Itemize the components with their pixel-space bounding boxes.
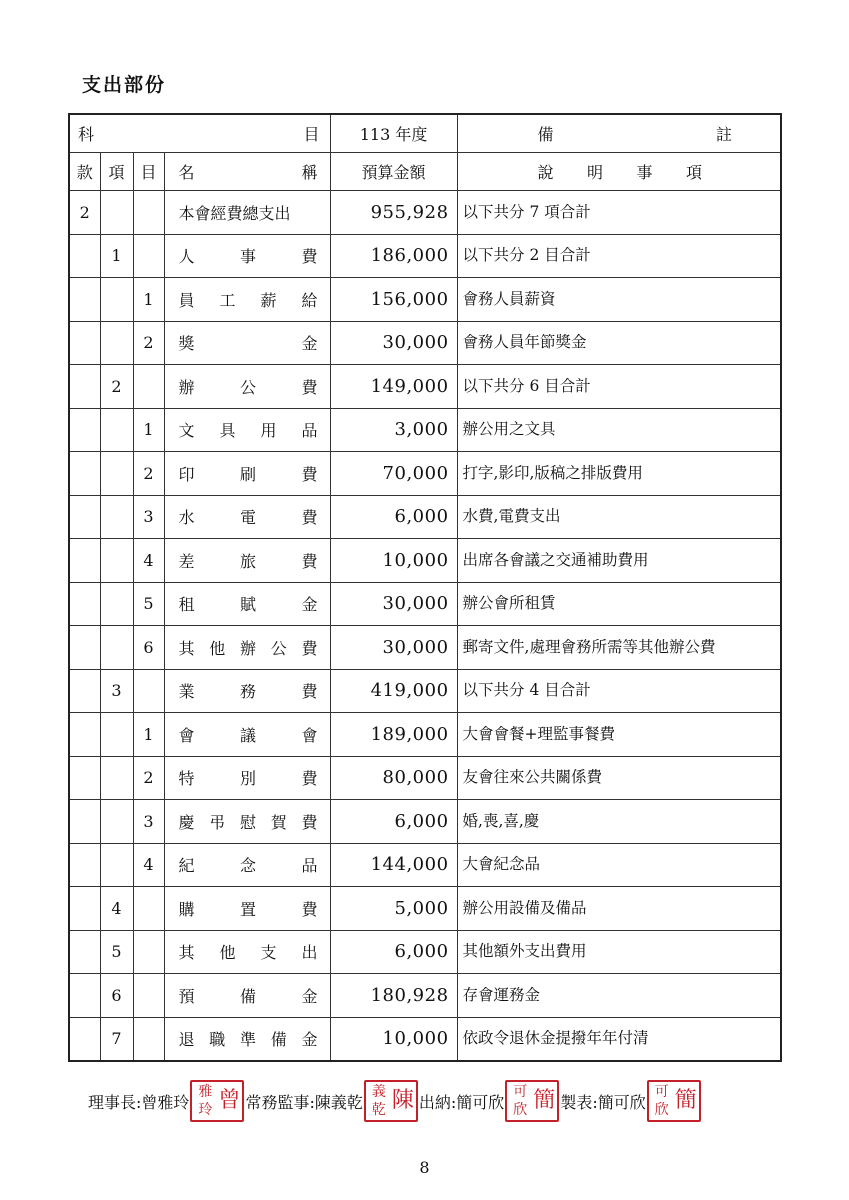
- mu-cell: 2: [133, 321, 164, 365]
- mu-cell: 6: [133, 626, 164, 670]
- table-row: [69, 408, 781, 452]
- kuan-cell: [69, 321, 100, 365]
- amount-cell: 30,000: [330, 626, 457, 670]
- name-cell: [164, 191, 330, 235]
- name-text: 獎 金: [178, 334, 318, 354]
- name-cell: [164, 713, 330, 757]
- name-cell: [164, 495, 330, 539]
- page-number: 8: [419, 1158, 430, 1177]
- kuan-cell: [69, 669, 100, 713]
- note-cell: 以下共分 6 目合計: [457, 365, 781, 409]
- header-ming: 名: [178, 163, 195, 182]
- header-note-desc: [457, 153, 781, 191]
- header-mu-top: 目: [303, 125, 320, 144]
- name-cell: [164, 234, 330, 278]
- table-row: [69, 756, 781, 800]
- header-name-cell: [164, 153, 330, 191]
- xiang-cell: 5: [100, 930, 133, 974]
- name-text: 本會經費總支出: [178, 203, 291, 223]
- name-text: 租 賦 金: [178, 595, 318, 615]
- name-cell: [164, 408, 330, 452]
- note-cell: 依政令退休金提撥年年付清: [457, 1017, 781, 1061]
- table-row: [69, 452, 781, 496]
- name-text: 差 旅 費: [178, 551, 318, 571]
- xiang-cell: 2: [100, 365, 133, 409]
- table-row: [69, 582, 781, 626]
- seal-char: 可: [513, 1084, 528, 1100]
- name-cell: [164, 800, 330, 844]
- note-cell: 辦公用設備及備品: [457, 887, 781, 931]
- note-cell: 會務人員年節獎金: [457, 321, 781, 365]
- xiang-cell: [100, 191, 133, 235]
- mu-cell: 2: [133, 452, 164, 496]
- amount-cell: 419,000: [330, 669, 457, 713]
- name-text: 退 職 準 備 金: [178, 1030, 318, 1050]
- chair-seal: [190, 1080, 244, 1122]
- kuan-cell: [69, 582, 100, 626]
- xiang-cell: [100, 321, 133, 365]
- amount-cell: 144,000: [330, 843, 457, 887]
- name-cell: [164, 278, 330, 322]
- seal-char: 欣: [654, 1101, 669, 1118]
- seal-char: 陳: [391, 1088, 414, 1113]
- mu-cell: [133, 234, 164, 278]
- note-cell: 辦公用之文具: [457, 408, 781, 452]
- xiang-cell: [100, 452, 133, 496]
- table-row: [69, 974, 781, 1018]
- note-cell: 辦公會所租賃: [457, 582, 781, 626]
- seal-char: 義: [371, 1084, 386, 1100]
- mu-cell: 1: [133, 408, 164, 452]
- amount-cell: 30,000: [330, 582, 457, 626]
- name-cell: [164, 582, 330, 626]
- name-text: 人 事 費: [178, 247, 318, 267]
- seal-char: 雅: [198, 1084, 213, 1100]
- name-text: 辦 公 費: [178, 377, 318, 397]
- amount-cell: 3,000: [330, 408, 457, 452]
- note-cell: 打字,影印,版稿之排版費用: [457, 452, 781, 496]
- xiang-cell: [100, 408, 133, 452]
- name-cell: [164, 669, 330, 713]
- kuan-cell: [69, 887, 100, 931]
- amount-cell: 149,000: [330, 365, 457, 409]
- xiang-cell: [100, 278, 133, 322]
- xiang-cell: [100, 626, 133, 670]
- name-cell: [164, 452, 330, 496]
- header-note-char: 項: [685, 163, 702, 182]
- note-cell: 水費,電費支出: [457, 495, 781, 539]
- xiang-cell: 1: [100, 234, 133, 278]
- amount-cell: 5,000: [330, 887, 457, 931]
- xiang-cell: [100, 800, 133, 844]
- mu-cell: 5: [133, 582, 164, 626]
- header-row-1: [69, 114, 781, 153]
- budget-rows: [69, 191, 781, 1062]
- seal-char: 欣: [513, 1101, 528, 1118]
- mu-cell: 4: [133, 539, 164, 583]
- kuan-cell: [69, 843, 100, 887]
- amount-cell: 186,000: [330, 234, 457, 278]
- table-row: [69, 234, 781, 278]
- table-row: [69, 278, 781, 322]
- note-cell: 會務人員薪資: [457, 278, 781, 322]
- name-cell: [164, 626, 330, 670]
- kuan-cell: [69, 234, 100, 278]
- mu-cell: [133, 1017, 164, 1061]
- budget-table: [68, 113, 782, 1062]
- note-cell: 其他額外支出費用: [457, 930, 781, 974]
- name-text: 員 工 薪 給: [178, 290, 318, 310]
- amount-cell: 6,000: [330, 800, 457, 844]
- seal-char: 簡: [533, 1088, 556, 1113]
- header-ke-cell: [69, 114, 330, 153]
- signature-footer: [88, 1080, 702, 1122]
- kuan-cell: [69, 452, 100, 496]
- kuan-cell: [69, 800, 100, 844]
- name-cell: [164, 365, 330, 409]
- amount-cell: 156,000: [330, 278, 457, 322]
- table-row: [69, 321, 781, 365]
- supervisor-label: 常務監事:陳義乾: [245, 1092, 363, 1112]
- amount-cell: 30,000: [330, 321, 457, 365]
- kuan-cell: [69, 278, 100, 322]
- kuan-cell: [69, 756, 100, 800]
- header-bei: 備: [537, 125, 554, 144]
- mu-cell: 3: [133, 495, 164, 539]
- mu-cell: [133, 930, 164, 974]
- mu-cell: [133, 974, 164, 1018]
- name-text: 印 刷 費: [178, 464, 318, 484]
- seal-char: 玲: [198, 1101, 213, 1118]
- name-cell: [164, 321, 330, 365]
- amount-cell: 6,000: [330, 495, 457, 539]
- name-text: 慶 弔 慰 賀 費: [178, 812, 318, 832]
- note-cell: 以下共分 4 目合計: [457, 669, 781, 713]
- xiang-cell: [100, 582, 133, 626]
- name-cell: [164, 539, 330, 583]
- seal-char: 曾: [218, 1088, 241, 1113]
- amount-cell: 180,928: [330, 974, 457, 1018]
- table-row: [69, 930, 781, 974]
- name-cell: [164, 974, 330, 1018]
- kuan-cell: [69, 713, 100, 757]
- xiang-cell: 6: [100, 974, 133, 1018]
- kuan-cell: [69, 974, 100, 1018]
- table-row: [69, 539, 781, 583]
- note-cell: 以下共分 2 目合計: [457, 234, 781, 278]
- note-cell: 出席各會議之交通補助費用: [457, 539, 781, 583]
- header-cheng: 稱: [301, 163, 318, 182]
- kuan-cell: [69, 365, 100, 409]
- name-text: 水 電 費: [178, 508, 318, 528]
- header-note-char: 明: [587, 163, 604, 182]
- xiang-cell: [100, 713, 133, 757]
- header-note-char: 事: [636, 163, 653, 182]
- header-mu: 目: [133, 153, 164, 191]
- cashier-label: 出納:簡可欣: [418, 1092, 505, 1112]
- preparer-seal: [647, 1080, 701, 1122]
- xiang-cell: [100, 495, 133, 539]
- note-cell: 以下共分 7 項合計: [457, 191, 781, 235]
- chair-label: 理事長:曾雅玲: [88, 1092, 190, 1112]
- note-cell: 大會會餐+理監事餐費: [457, 713, 781, 757]
- header-note-char: 說: [537, 163, 554, 182]
- mu-cell: [133, 887, 164, 931]
- table-row: [69, 495, 781, 539]
- name-text: 特 別 費: [178, 769, 318, 789]
- kuan-cell: 2: [69, 191, 100, 235]
- note-cell: 友會往來公共關係費: [457, 756, 781, 800]
- header-ke: 科: [78, 125, 95, 144]
- table-row: [69, 191, 781, 235]
- note-cell: 存會運務金: [457, 974, 781, 1018]
- section-title: 支出部份: [82, 74, 167, 96]
- mu-cell: 1: [133, 278, 164, 322]
- mu-cell: [133, 191, 164, 235]
- name-cell: [164, 930, 330, 974]
- header-row-2: [69, 153, 781, 191]
- supervisor-seal: [364, 1080, 418, 1122]
- table-row: [69, 800, 781, 844]
- name-cell: [164, 887, 330, 931]
- header-budget: 預算金額: [330, 153, 457, 191]
- note-cell: 婚,喪,喜,慶: [457, 800, 781, 844]
- amount-cell: 70,000: [330, 452, 457, 496]
- xiang-cell: [100, 843, 133, 887]
- table-row: [69, 713, 781, 757]
- amount-cell: 189,000: [330, 713, 457, 757]
- kuan-cell: [69, 408, 100, 452]
- name-text: 其 他 支 出: [178, 943, 318, 963]
- header-year: 113 年度: [330, 114, 457, 153]
- mu-cell: 2: [133, 756, 164, 800]
- amount-cell: 6,000: [330, 930, 457, 974]
- header-xiang: 項: [100, 153, 133, 191]
- amount-cell: 10,000: [330, 539, 457, 583]
- name-text: 紀 念 品: [178, 856, 318, 876]
- kuan-cell: [69, 539, 100, 583]
- xiang-cell: 4: [100, 887, 133, 931]
- xiang-cell: 3: [100, 669, 133, 713]
- note-cell: 大會紀念品: [457, 843, 781, 887]
- xiang-cell: [100, 539, 133, 583]
- cashier-seal: [505, 1080, 559, 1122]
- table-row: [69, 365, 781, 409]
- xiang-cell: 7: [100, 1017, 133, 1061]
- table-row: [69, 626, 781, 670]
- header-kuan: 款: [69, 153, 100, 191]
- name-text: 其 他 辦 公 費: [178, 638, 318, 658]
- table-row: [69, 887, 781, 931]
- table-row: [69, 1017, 781, 1061]
- amount-cell: 955,928: [330, 191, 457, 235]
- seal-char: 可: [654, 1084, 669, 1100]
- header-note-title: [457, 114, 781, 153]
- name-text: 會 議 會: [178, 725, 318, 745]
- seal-char: 乾: [371, 1101, 386, 1118]
- name-text: 業 務 費: [178, 682, 318, 702]
- kuan-cell: [69, 495, 100, 539]
- mu-cell: 3: [133, 800, 164, 844]
- amount-cell: 80,000: [330, 756, 457, 800]
- name-text: 購 置 費: [178, 899, 318, 919]
- name-text: 文 具 用 品: [178, 421, 318, 441]
- table-row: [69, 843, 781, 887]
- preparer-label: 製表:簡可欣: [560, 1092, 646, 1112]
- amount-cell: 10,000: [330, 1017, 457, 1061]
- seal-char: 簡: [674, 1088, 697, 1113]
- header-zhu: 註: [716, 125, 733, 144]
- mu-cell: 1: [133, 713, 164, 757]
- name-text: 預 備 金: [178, 986, 318, 1006]
- kuan-cell: [69, 1017, 100, 1061]
- note-cell: 郵寄文件,處理會務所需等其他辦公費: [457, 626, 781, 670]
- kuan-cell: [69, 626, 100, 670]
- xiang-cell: [100, 756, 133, 800]
- kuan-cell: [69, 930, 100, 974]
- mu-cell: [133, 669, 164, 713]
- mu-cell: 4: [133, 843, 164, 887]
- name-cell: [164, 1017, 330, 1061]
- table-row: [69, 669, 781, 713]
- mu-cell: [133, 365, 164, 409]
- name-cell: [164, 843, 330, 887]
- name-cell: [164, 756, 330, 800]
